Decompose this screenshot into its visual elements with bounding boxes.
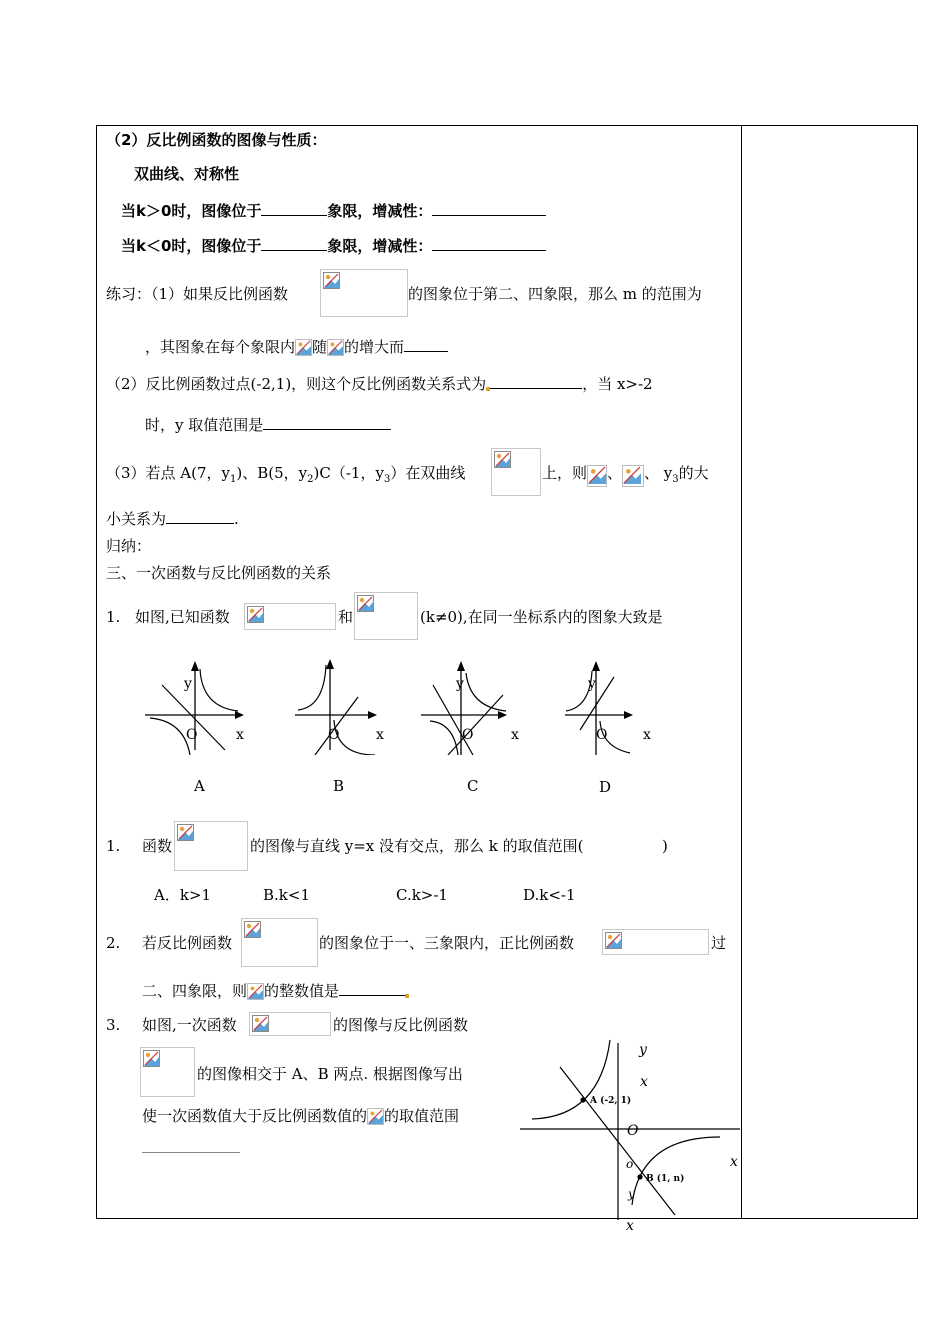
graph-y-label: y bbox=[456, 676, 464, 692]
exercise-3-line-1b bbox=[542, 463, 709, 490]
k-negative-line bbox=[121, 235, 546, 256]
question-1-text-c: (k≠0),在同一坐标系内的图象大致是 bbox=[420, 608, 663, 626]
image-placeholder bbox=[491, 448, 541, 496]
exercise-2-text-a: （2）反比例函数过点(-2,1)，则这个反比例函数关系式为 bbox=[106, 375, 487, 393]
exercise-1-text-d: 随 bbox=[312, 338, 328, 356]
question-number: 3. bbox=[106, 1016, 121, 1034]
option-label-c: C bbox=[467, 777, 479, 795]
choice-d: D.k<-1 bbox=[523, 886, 576, 904]
figure-origin-small-label: o bbox=[626, 1157, 634, 1171]
exercise-3-text-i: 小关系为 bbox=[106, 510, 167, 528]
image-icon bbox=[295, 339, 312, 356]
image-icon bbox=[622, 465, 644, 487]
exercise-3-text-g: 、 y bbox=[644, 464, 673, 482]
exercise-3-text-c: )C（-1，y bbox=[313, 464, 384, 482]
image-placeholder bbox=[140, 1047, 195, 1097]
point-a-label: A (-2, 1) bbox=[590, 1096, 632, 1106]
question-3-text-e: 的整数值是 bbox=[264, 982, 340, 1000]
graph-y-label: y bbox=[184, 676, 192, 692]
image-placeholder bbox=[320, 269, 408, 317]
option-label-a: A bbox=[194, 777, 205, 795]
question-3-text-d: 二、四象限，则 bbox=[142, 982, 248, 1000]
exercise-2-line-1 bbox=[106, 373, 653, 394]
exercise-1-line-2 bbox=[145, 336, 448, 357]
figure-y-label: y bbox=[639, 1042, 647, 1058]
graph-x-label: x bbox=[376, 727, 384, 743]
graph-x-label: x bbox=[511, 727, 519, 743]
option-graph-c bbox=[418, 655, 538, 755]
graph-origin-label: O bbox=[462, 727, 474, 743]
choice-b: B.k<1 bbox=[263, 886, 310, 904]
question-4-text-e: 的取值范围 bbox=[384, 1107, 460, 1125]
exercise-3-text-d: ）在双曲线 bbox=[390, 464, 466, 482]
exercise-2-text-b: ，当 x>-2 bbox=[582, 375, 653, 393]
exercise-1-text-b: 的图象位于第二、四象限，那么 m 的范围为 bbox=[408, 285, 702, 303]
image-placeholder bbox=[241, 918, 318, 967]
blank bbox=[404, 336, 448, 352]
graph-origin-label: O bbox=[596, 727, 608, 743]
option-graph-d bbox=[560, 655, 680, 755]
question-3-text-b: 的图象位于一、三象限内，正比例函数 bbox=[319, 934, 575, 952]
exercise-1-text-a: 练习：（1）如果反比例函数 bbox=[106, 285, 289, 303]
exercise-3-text-b: )、B(5，y bbox=[236, 464, 308, 482]
image-icon bbox=[587, 465, 607, 487]
figure-x-label-top: x bbox=[640, 1074, 648, 1090]
exercise-3-line-1a bbox=[106, 463, 465, 490]
blank bbox=[166, 508, 234, 524]
question-4-line-3 bbox=[142, 1106, 459, 1126]
broken-image-icon bbox=[143, 1050, 160, 1067]
exercise-2-text-c: 时，y 取值范围是 bbox=[145, 416, 264, 434]
hyperbola-symmetry-text: 双曲线、对称性 bbox=[134, 165, 240, 183]
blank bbox=[263, 414, 391, 430]
question-3-line-2 bbox=[142, 980, 409, 1001]
blank bbox=[339, 980, 405, 996]
exercise-1-text-e: 的增大而 bbox=[344, 338, 405, 356]
figure-y-small-label: y bbox=[628, 1187, 635, 1201]
blank bbox=[490, 373, 582, 389]
option-label-b: B bbox=[333, 777, 345, 795]
choice-a: A．k>1 bbox=[154, 886, 212, 904]
section-title: （2）反比例函数的图像与性质： bbox=[106, 131, 327, 149]
exercise-3-text-h: 的大 bbox=[678, 464, 709, 482]
blank bbox=[432, 200, 546, 216]
exercise-1-text-c: ，其图象在每个象限内 bbox=[145, 338, 296, 356]
image-icon bbox=[327, 339, 344, 356]
subscript: 1 bbox=[230, 474, 237, 485]
image-icon bbox=[367, 1108, 384, 1125]
broken-image-icon bbox=[494, 451, 511, 468]
figure-x-bottom-label: x bbox=[626, 1218, 634, 1234]
broken-image-icon bbox=[323, 272, 340, 289]
image-placeholder bbox=[244, 603, 336, 630]
question-1-text-b: 和 bbox=[338, 608, 354, 626]
exercise-3-text-a: （3）若点 A(7，y bbox=[106, 464, 231, 482]
exercise-3-text-f: 、 bbox=[607, 464, 623, 482]
exercise-2-line-2 bbox=[145, 414, 391, 435]
question-2-text-c: ) bbox=[662, 837, 668, 855]
exercise-3-text-j: . bbox=[234, 510, 239, 528]
option-graph-b bbox=[290, 655, 410, 755]
question-3-text-c: 过 bbox=[711, 934, 727, 952]
choice-c: C.k>-1 bbox=[396, 886, 448, 904]
broken-image-icon bbox=[177, 824, 194, 841]
k-negative-text-a: 当k＜0时，图像位于 bbox=[121, 237, 262, 255]
section-title: 三、一次函数与反比例函数的关系 bbox=[106, 564, 332, 582]
broken-image-icon bbox=[247, 606, 264, 623]
subscript: 3 bbox=[672, 474, 679, 485]
option-label-d: D bbox=[599, 778, 612, 796]
graph-origin-label: O bbox=[328, 727, 340, 743]
graph-origin-label: O bbox=[186, 727, 198, 743]
question-number: 1. bbox=[106, 837, 121, 855]
broken-image-icon bbox=[357, 595, 374, 612]
exercise-3-line-2 bbox=[106, 508, 239, 529]
broken-image-icon bbox=[605, 932, 622, 949]
image-placeholder bbox=[174, 821, 248, 871]
summary-label: 归纳： bbox=[106, 537, 152, 555]
image-placeholder bbox=[602, 929, 709, 955]
question-4-text-c: 的图像相交于 A、B 两点. 根据图像写出 bbox=[197, 1065, 463, 1083]
image-placeholder bbox=[354, 592, 418, 640]
blank bbox=[432, 235, 546, 251]
answer-blank bbox=[142, 1152, 240, 1153]
image-icon bbox=[247, 983, 264, 1000]
marker-dot bbox=[405, 994, 409, 998]
question-2-text-b: 的图像与直线 y=x 没有交点，那么 k 的取值范围( bbox=[250, 837, 584, 855]
question-2-text-a: 函数 bbox=[142, 837, 173, 855]
question-number: 1. bbox=[106, 608, 121, 626]
figure-origin-label: O bbox=[627, 1123, 639, 1139]
blank bbox=[261, 200, 327, 216]
graph-x-label: x bbox=[643, 727, 651, 743]
figure-x-axis-label: x bbox=[730, 1154, 738, 1170]
k-positive-text-a: 当k＞0时，图像位于 bbox=[121, 202, 262, 220]
broken-image-icon bbox=[252, 1015, 269, 1032]
k-positive-line bbox=[121, 200, 546, 221]
question-number: 2. bbox=[106, 934, 121, 952]
k-positive-text-b: 象限，增减性： bbox=[327, 202, 433, 220]
image-placeholder bbox=[249, 1012, 331, 1036]
blank bbox=[261, 235, 327, 251]
function-intersection-figure bbox=[520, 1035, 745, 1235]
question-1-text-a: 如图,已知函数 bbox=[135, 608, 230, 626]
k-negative-text-b: 象限，增减性： bbox=[327, 237, 433, 255]
graph-x-label: x bbox=[236, 727, 244, 743]
question-4-text-a: 如图,一次函数 bbox=[142, 1016, 237, 1034]
subscript: 3 bbox=[383, 474, 391, 485]
exercise-3-text-e: 上，则 bbox=[542, 464, 588, 482]
question-3-text-a: 若反比例函数 bbox=[142, 934, 233, 952]
option-graph-a bbox=[140, 655, 260, 755]
broken-image-icon bbox=[244, 921, 261, 938]
question-4-text-d: 使一次函数值大于反比例函数值的 bbox=[142, 1107, 368, 1125]
graph-y-label: y bbox=[588, 676, 596, 692]
question-4-text-b: 的图像与反比例函数 bbox=[333, 1016, 469, 1034]
subscript: 2 bbox=[307, 474, 314, 485]
point-b-label: B (1, n) bbox=[646, 1174, 685, 1184]
